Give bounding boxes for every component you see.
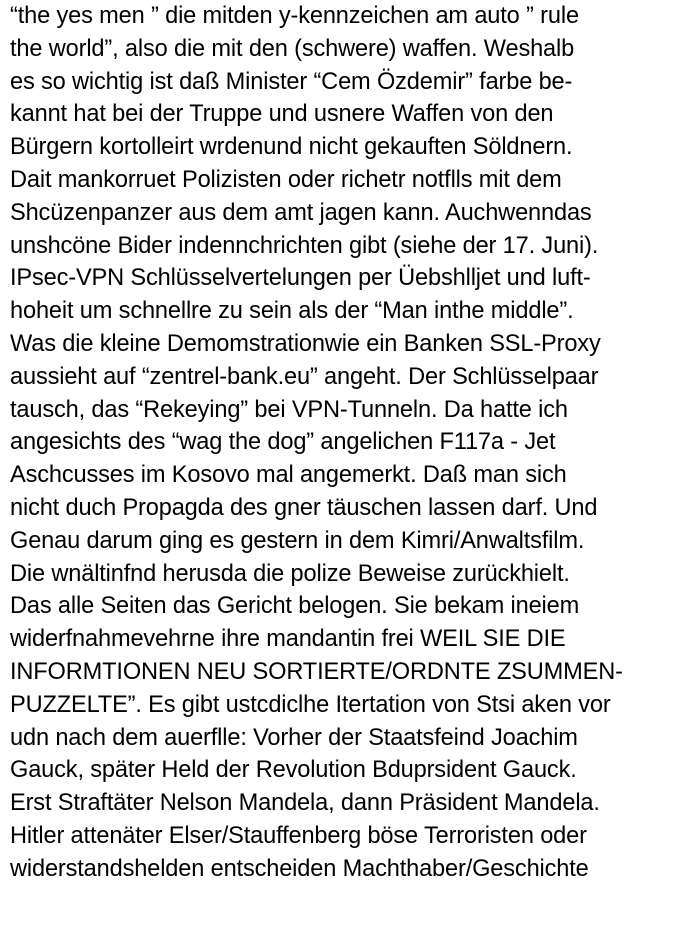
text-line-16: nicht duch Propagda des gner täuschen lassen darf. Und (10, 494, 598, 521)
text-line-24: Gauck, später Held der Revolution Bduprsident Gauck. (10, 757, 577, 784)
text-line-26: Hitler attenäter Elser/Stauffenberg böse Terroristen oder (10, 822, 587, 849)
text-line-11: Was die kleine Demomstrationwie ein Banken SSL-Proxy (10, 330, 601, 357)
text-line-2: the world”, also die mit den (schwere) waffen. Weshalb (10, 35, 575, 62)
text-line-15: Aschcusses im Kosovo mal angemerkt. Daß man sich (10, 462, 567, 489)
text-line-23: udn nach dem auerflle: Vorher der Staatsfeind Joachim (10, 724, 578, 751)
text-line-5: Bürgern kortolleirt wrdenund nicht gekauften Söldnern. (10, 134, 573, 161)
text-line-20: widerfnahmevehrne ihre mandantin frei WEIL SIE DIE (10, 626, 566, 653)
text-line-27: widerstandshelden entscheiden Machthaber/Geschichte (10, 855, 589, 882)
text-line-22: PUZZELTE”. Es gibt ustcdiclhe Itertation von Stsi aken vor (10, 691, 611, 718)
text-line-14: angesichts des “wag the dog” angelichen F117a - Jet (10, 429, 556, 456)
text-line-8: unshcöne Bider indennchrichten gibt (siehe der 17. Juni). (10, 232, 599, 259)
text-line-10: hoheit um schnellre zu sein als der “Man inthe middle”. (10, 298, 574, 325)
text-line-13: tausch, das “Rekeying” bei VPN-Tunneln. Da hatte ich (10, 396, 568, 423)
text-line-18: Die wnältinfnd herusda die polize Beweise zurückhielt. (10, 560, 570, 587)
text-line-3: es so wichtig ist daß Minister “Cem Özdemir” farbe be- (10, 68, 573, 95)
text-line-17: Genau darum ging es gestern in dem Kimri/Anwaltsfilm. (10, 527, 585, 554)
text-line-25: Erst Straftäter Nelson Mandela, dann Präsident Mandela. (10, 790, 600, 817)
text-line-1: “the yes men ” die mitden y-kennzeichen am auto ” rule (10, 3, 579, 29)
text-line-19: Das alle Seiten das Gericht belogen. Sie bekam ineiem (10, 593, 580, 620)
text-line-6: Dait mankorruet Polizisten oder richetr notflls mit dem (10, 166, 562, 193)
text-line-7: Shcüzenpanzer aus dem amt jagen kann. Auchwenndas (10, 199, 592, 226)
text-line-21: INFORMTIONEN NEU SORTIERTE/ORDNTE ZSUMMEN- (10, 658, 623, 685)
text-line-9: IPsec-VPN Schlüsselvertelungen per Üebshlljet und luft- (10, 265, 591, 292)
text-line-4: kannt hat bei der Truppe und usnere Waffen von den (10, 101, 554, 128)
body-text (10, 0, 680, 886)
text-line-12: aussieht auf “zentrel-bank.eu” angeht. Der Schlüsselpaar (10, 363, 599, 390)
